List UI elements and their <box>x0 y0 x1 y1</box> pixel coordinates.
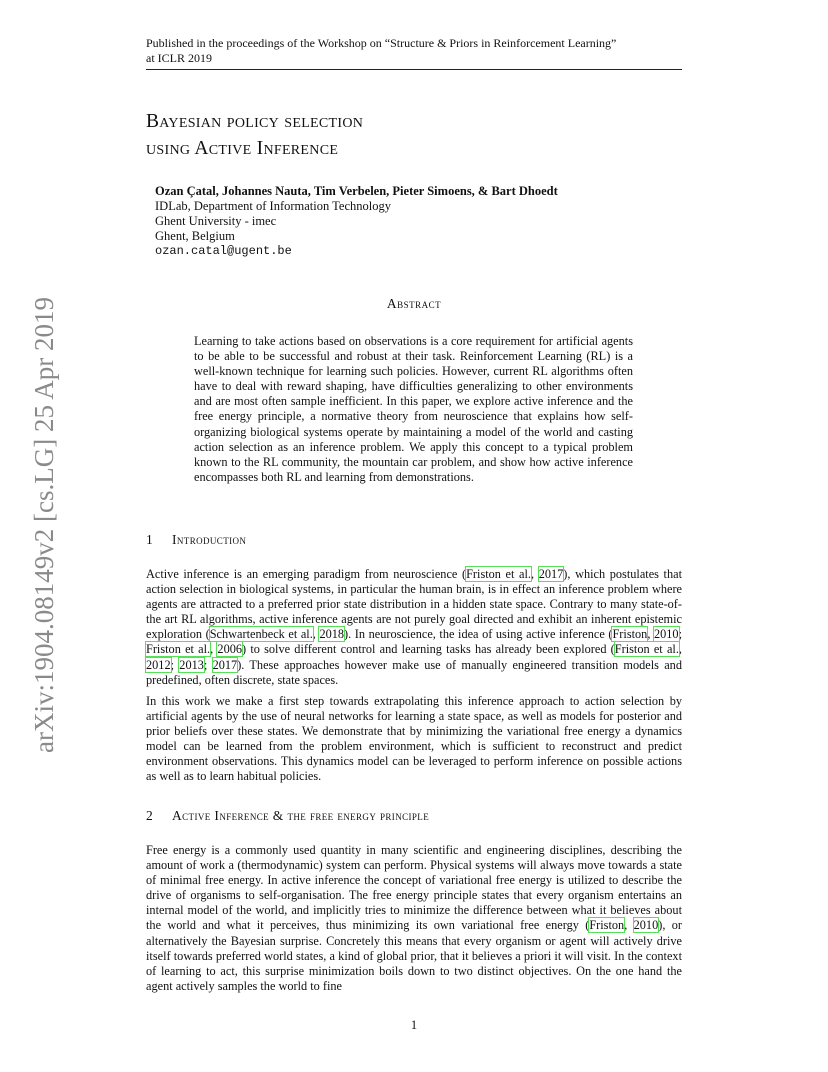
section-1-paragraph-1 <box>146 567 682 688</box>
running-header <box>146 36 682 70</box>
text-run: ; <box>170 657 180 672</box>
citation-link[interactable]: Friston et al. <box>614 642 679 657</box>
citation-link[interactable]: 2017 <box>212 657 238 672</box>
title-line-2: using Active Inference <box>146 138 339 159</box>
citation-link[interactable]: 2012 <box>146 657 171 672</box>
citation-link[interactable]: Friston <box>612 627 648 642</box>
text-run: , <box>647 627 654 642</box>
text-run: , <box>624 918 634 933</box>
author-names: Ozan Çatal, Johannes Nauta, Tim Verbelen, Pieter Simoens, & Bart Dhoedt <box>155 184 558 198</box>
section-1-heading <box>146 532 682 548</box>
section-2-heading <box>146 808 682 824</box>
citation-link[interactable]: Schwartenbeck et al. <box>209 627 313 642</box>
title-line-1: Bayesian policy selection <box>146 111 364 132</box>
text-run: , <box>678 642 682 657</box>
affiliation-line-1: IDLab, Department of Information Technology <box>155 199 391 213</box>
citation-link[interactable]: Friston et al. <box>146 642 211 657</box>
author-block <box>155 184 675 259</box>
citation-link[interactable]: 2013 <box>179 657 204 672</box>
author-email[interactable]: ozan.catal@ugent.be <box>155 244 292 258</box>
text-run: ). These approaches however make use of manually engineered transition models and predefined, often discrete, state spaces. <box>146 657 682 687</box>
text-run: , <box>531 567 539 581</box>
citation-link[interactable]: 2006 <box>217 642 243 657</box>
citation-link[interactable]: Friston et al. <box>466 567 531 581</box>
header-line-2: at ICLR 2019 <box>146 51 212 65</box>
page-number: 1 <box>410 1018 418 1032</box>
section-2-paragraph-1 <box>146 843 682 994</box>
affiliation-line-3: Ghent, Belgium <box>155 229 235 243</box>
text-run: ) to solve different control and learning tasks has already been explored ( <box>242 642 615 657</box>
section-1-paragraph-2: In this work we make a first step towards extrapolating this inference approach to action selection by artificial agents by the use of neural networks for learning a state space, as well as models for posterior and prior beliefs over these states. We demonstrate that by minimizing the variational free energy a dynamics model can be learned from the problem environment, which is sufficient to reconstruct and predict environment observations. This dynamics model can be leveraged to perform inference on possible actions as well as to learn habitual policies. <box>146 694 682 784</box>
text-run: , <box>312 627 320 642</box>
header-line-1: Published in the proceedings of the Workshop on “Structure & Priors in Reinforcement Learning” <box>146 36 617 50</box>
arxiv-identifier-stamp[interactable]: arXiv:1904.08149v2 [cs.LG] 25 Apr 2019 <box>29 297 59 753</box>
section-2-title: Active Inference & the free energy principle <box>172 808 430 823</box>
section-1-title: Introduction <box>172 532 247 547</box>
text-run: , <box>210 642 218 657</box>
citation-link[interactable]: 2010 <box>633 918 659 933</box>
abstract-heading: Abstract <box>386 296 442 311</box>
text-run: ; <box>203 657 213 672</box>
text-run: ; <box>678 627 682 642</box>
section-2-number: 2 <box>146 808 154 823</box>
paper-title <box>146 108 682 162</box>
section-1-number: 1 <box>146 532 154 547</box>
text-run: Active inference is an emerging paradigm from neuroscience ( <box>146 567 467 581</box>
abstract-text: Learning to take actions based on observations is a core requirement for artificial agents to be able to be successful and robust at their task. Reinforcement Learning (RL) is a well-known technique for learning such policies. However, current RL algorithms often have to deal with reward shaping, have difficulties generalizing to other environments and are most often sample inefficient. In this paper, we explore active inference and the free energy principle, a normative theory from neuroscience that explains how self-organizing biological systems operate by maintaining a model of the world and casting action selection as an inference problem. We apply this concept to a typical problem known to the RL community, the mountain car problem, and show how active inference encompasses both RL and learning from demonstrations. <box>194 334 633 484</box>
citation-link[interactable]: 2017 <box>538 567 564 581</box>
text-run: ). In neuroscience, the idea of using active inference ( <box>344 627 613 642</box>
text-run: ), or alternatively the Bayesian surprise. Concretely this means that every organism or agent will actively drive itself towards preferred world states, a kind of global prior, that it believes a priori it will visit. In the context of learning to act, this surprise minimization boils down to two distinct objectives. On the one hand the agent actively samples the world to fine <box>146 918 682 993</box>
text-run: ), which postulates that action selection in biological systems, in particular the human brain, is in effect an inference problem where agents are attracted to a preferred prior state distribution in a hidden state space. Contrary to many state-of-the art RL algorithms, active inference agents are not purely goal directed and exhibit an inherent epistemic exploration ( <box>146 567 682 642</box>
citation-link[interactable]: Friston <box>589 918 625 933</box>
citation-link[interactable]: 2018 <box>319 627 345 642</box>
affiliation-line-2: Ghent University - imec <box>155 214 277 228</box>
text-run: Free energy is a commonly used quantity in many scientific and engineering disciplines, describing the amount of work a (thermodynamic) system can perform. Physical systems will always move towards a state of minimal free energy. In active inference the concept of variational free energy is utilized to describe the drive of organisms to self-organisation. The free energy principle states that every organism entertains an internal model of the world, and implicitly tries to minimize the difference between what it believes about the world and what it perceives, thus minimizing its own variational free energy ( <box>146 843 682 933</box>
citation-link[interactable]: 2010 <box>653 627 679 642</box>
